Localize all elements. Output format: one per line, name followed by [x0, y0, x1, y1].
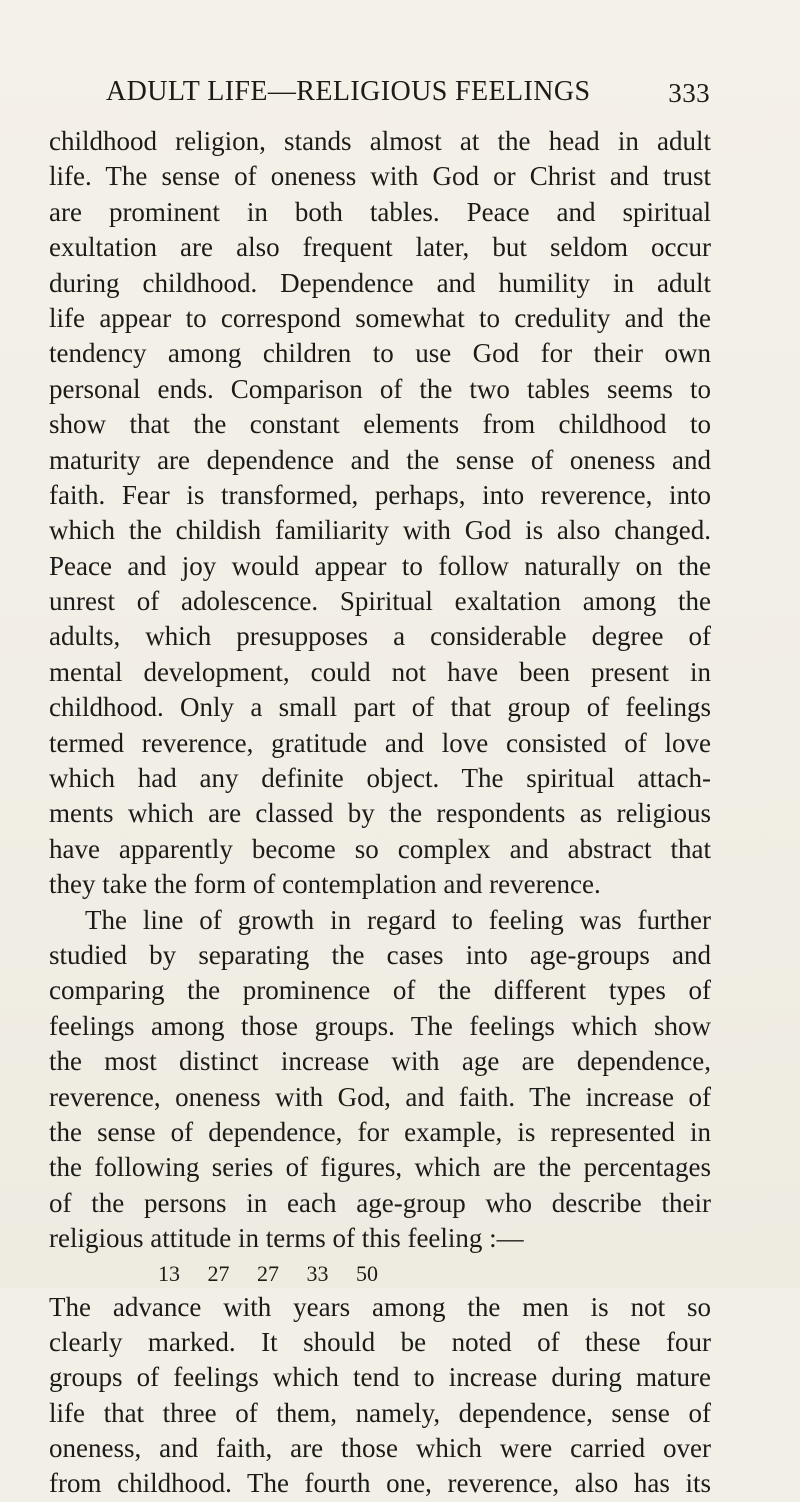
- text-line: personal ends. Comparison of the two tables seems to: [49, 373, 711, 404]
- text-line: tendency among children to use God for their own: [49, 338, 711, 369]
- text-line: The line of growth in regard to feeling was further: [85, 904, 711, 935]
- text-line: which the childish familiarity with God is also changed.: [49, 515, 711, 546]
- text-line: studied by separating the cases into age-groups and: [49, 939, 711, 970]
- text-line: mental development, could not have been present in: [49, 656, 711, 687]
- text-line: childhood. Only a small part of that group of feelings: [49, 692, 711, 723]
- text-line: which had any definite object. The spiritual attach-: [49, 763, 711, 794]
- text-line: the sense of dependence, for example, is represented in: [49, 1116, 711, 1147]
- text-line: exultation are also frequent later, but seldom occur: [49, 232, 711, 263]
- text-line: oneness, and faith, are those which were carried over: [49, 1433, 711, 1464]
- paragraph-2: [49, 903, 711, 1257]
- text-line: they take the form of contemplation and reverence.: [49, 869, 601, 900]
- text-line: during childhood. Dependence and humility in adult: [49, 267, 711, 298]
- text-line: childhood religion, stands almost at the head in adult: [49, 126, 711, 156]
- text-line: are prominent in both tables. Peace and spiritual: [49, 196, 711, 227]
- text-line: termed reverence, gratitude and love consisted of love: [49, 727, 711, 758]
- page-number: 333: [668, 78, 710, 108]
- text-line: life appear to correspond somewhat to credulity and the: [49, 302, 711, 333]
- text-line: from childhood. The fourth one, reverence, also has its: [49, 1468, 711, 1499]
- body-text: [49, 124, 711, 1502]
- figure-value: 13: [158, 1260, 180, 1286]
- text-line: the most distinct increase with age are dependence,: [49, 1046, 711, 1077]
- text-line: faith. Fear is transformed, perhaps, into reverence, into: [49, 479, 711, 510]
- percentage-figures: [49, 1257, 711, 1290]
- text-line: show that the constant elements from childhood to: [49, 409, 711, 440]
- text-line: comparing the prominence of the different types of: [49, 975, 711, 1006]
- text-line: The advance with years among the men is not so: [49, 1291, 711, 1322]
- figure-value: 50: [356, 1260, 378, 1286]
- text-line: feelings among those groups. The feelings which show: [49, 1010, 711, 1041]
- running-head: [106, 76, 710, 116]
- text-line: clearly marked. It should be noted of these four: [49, 1326, 711, 1357]
- text-line: maturity are dependence and the sense of oneness and: [49, 444, 711, 475]
- paragraph-3: [49, 1290, 711, 1502]
- text-line: adults, which presupposes a considerable degree of: [49, 621, 711, 652]
- figure-value: 27: [207, 1260, 230, 1286]
- text-line: ments which are classed by the respondents as religious: [49, 798, 711, 829]
- text-line: religious attitude in terms of this feeling :—: [49, 1223, 524, 1254]
- text-line: of the persons in each age-group who describe their: [49, 1187, 711, 1218]
- text-line: life that three of them, namely, dependence, sense of: [49, 1397, 711, 1428]
- text-line: groups of feelings which tend to increase during mature: [49, 1362, 711, 1393]
- text-line: the following series of figures, which are the percentages: [49, 1152, 711, 1183]
- text-line: reverence, oneness with God, and faith. The increase of: [49, 1081, 711, 1112]
- text-line: unrest of adolescence. Spiritual exaltation among the: [49, 586, 711, 617]
- paragraph-1: [49, 124, 711, 903]
- text-line: have apparently become so complex and abstract that: [49, 833, 711, 864]
- figure-value: 27: [257, 1260, 279, 1286]
- figure-value: 33: [306, 1260, 329, 1286]
- text-line: Peace and joy would appear to follow naturally on the: [49, 550, 711, 581]
- running-title: ADULT LIFE—RELIGIOUS FEELINGS: [106, 76, 591, 107]
- text-line: life. The sense of oneness with God or Christ and trust: [49, 161, 711, 192]
